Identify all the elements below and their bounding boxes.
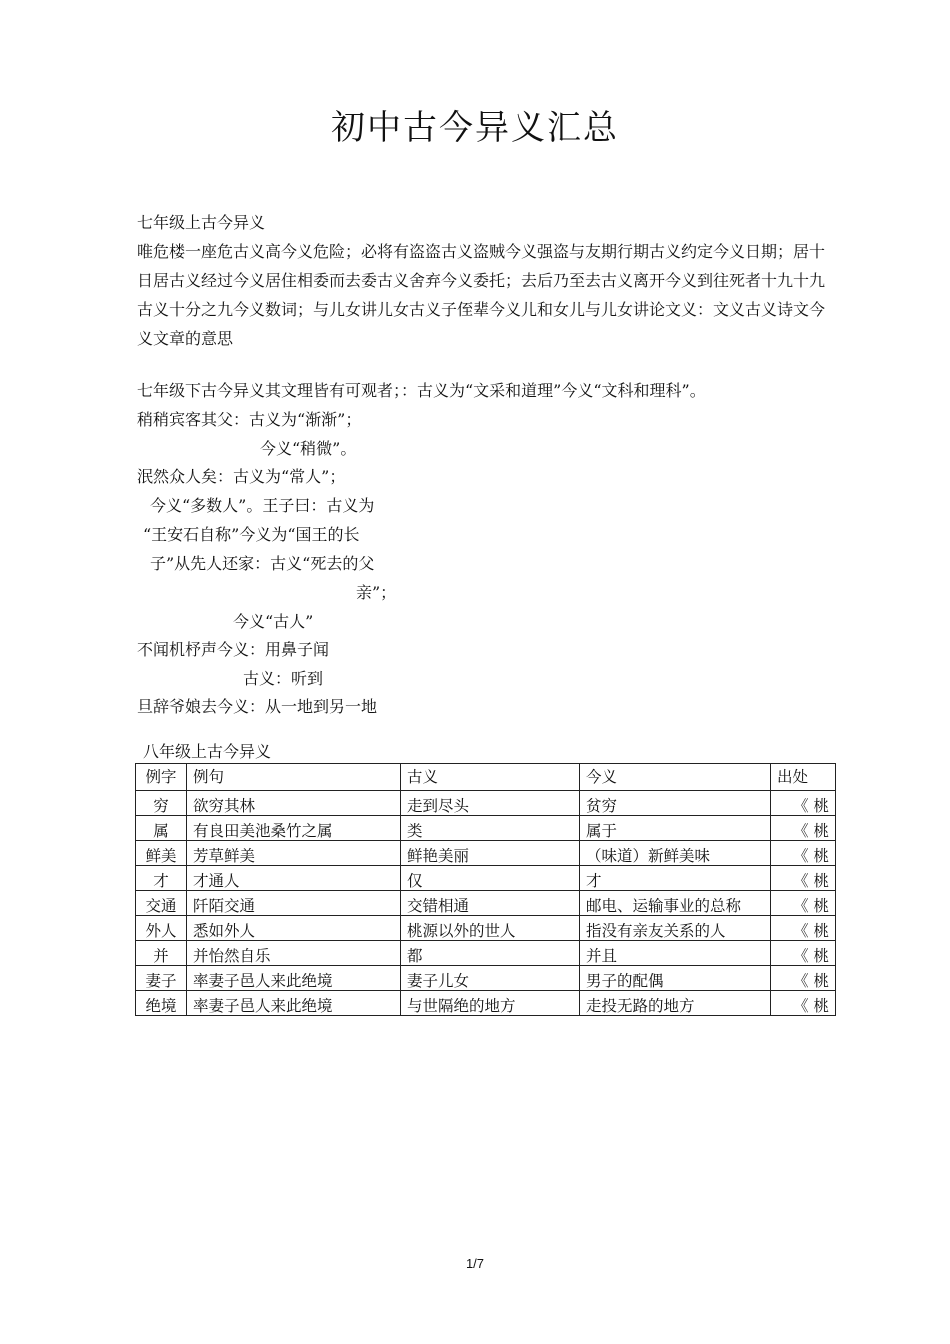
table-cell: 《 桃 xyxy=(771,916,836,941)
table-cell: 《 桃 xyxy=(771,966,836,991)
grade7-lower-line: 不闻机杼声今义：用鼻子闻 xyxy=(137,640,330,659)
table-row xyxy=(136,816,836,841)
table-cell: 属于 xyxy=(580,816,771,841)
table-row xyxy=(136,866,836,891)
table-row xyxy=(136,916,836,941)
grade7-lower-line: 稍稍宾客其父：古义为“渐渐”； xyxy=(137,410,362,429)
table-cell: 妻子 xyxy=(136,966,187,991)
grade7-upper-text: 唯危楼一座危古义高今义危险；必将有盗盗古义盗贼今义强盗与友期行期古义约定今义日期；居十日居古义经过今义居住相委而去委古义舍弃今义委托；去后乃至去古义离开今义到往死者十九十九古义十分之九今义数词；与儿女讲儿女古义子侄辈今义儿和女儿与儿女讲论文义：文义古义诗文今义文章的意思 xyxy=(137,242,826,348)
grade7-lower-line: 子”从先人还家：古义“死去的父 xyxy=(150,554,375,573)
table-cell: 《 桃 xyxy=(771,866,836,891)
page-number: 1/7 xyxy=(465,1256,485,1271)
grade7-lower-line: 旦辞爷娘去今义：从一地到另一地 xyxy=(137,697,378,716)
grade7-lower-line: 七年级下古今异义其文理皆有可观者；：古义为“文采和道理”今义“文科和理科”。 xyxy=(137,381,706,400)
grade7-lower-line: 古义：听到 xyxy=(243,669,324,688)
table-cell: 才 xyxy=(580,866,771,891)
table-cell: 《 桃 xyxy=(771,891,836,916)
table-row xyxy=(136,941,836,966)
table-row xyxy=(136,891,836,916)
header-cell: 例字 xyxy=(136,764,187,791)
header-cell: 今义 xyxy=(580,764,771,791)
grade7-upper-heading: 七年级上古今异义 xyxy=(137,213,266,232)
grade7-lower-line: 泯然众人矣：古义为“常人”； xyxy=(137,467,346,486)
table-row xyxy=(136,841,836,866)
table-cell: 男子的配偶 xyxy=(580,966,771,991)
table-cell: 欲穷其林 xyxy=(187,791,401,816)
table-cell: 才 xyxy=(136,866,187,891)
table-cell: 《 桃 xyxy=(771,991,836,1016)
grade7-upper-section xyxy=(137,208,837,353)
header-cell: 出处 xyxy=(771,764,836,791)
table-cell: 芳草鲜美 xyxy=(187,841,401,866)
table-cell: 阡陌交通 xyxy=(187,891,401,916)
table-cell: 类 xyxy=(401,816,580,841)
table-row xyxy=(136,966,836,991)
table-cell: 都 xyxy=(401,941,580,966)
table-cell: 《 桃 xyxy=(771,841,836,866)
header-cell: 古义 xyxy=(401,764,580,791)
table-cell: 妻子儿女 xyxy=(401,966,580,991)
table-cell: 邮电、运输事业的总称 xyxy=(580,891,771,916)
grade7-lower-line: 今义“多数人”。王子曰：古义为 xyxy=(150,496,375,515)
table-cell: 贫穷 xyxy=(580,791,771,816)
page-title: 初中古今异义汇总 xyxy=(331,108,619,148)
table-cell: 走到尽头 xyxy=(401,791,580,816)
table-row xyxy=(136,791,836,816)
table-cell: 才通人 xyxy=(187,866,401,891)
table-cell: 鲜艳美丽 xyxy=(401,841,580,866)
table-cell: 率妻子邑人来此绝境 xyxy=(187,966,401,991)
table-cell: 交错相通 xyxy=(401,891,580,916)
table-cell: 与世隔绝的地方 xyxy=(401,991,580,1016)
table-cell: 走投无路的地方 xyxy=(580,991,771,1016)
header-cell: 例句 xyxy=(187,764,401,791)
grade7-lower-line: “王安石自称”今义为“国王的长 xyxy=(143,525,360,544)
table-cell: 率妻子邑人来此绝境 xyxy=(187,991,401,1016)
table-cell: 《 桃 xyxy=(771,941,836,966)
table-cell: 绝境 xyxy=(136,991,187,1016)
table-cell: （味道）新鲜美味 xyxy=(580,841,771,866)
grade7-lower-line: 亲”； xyxy=(356,583,397,602)
table-cell: 并 xyxy=(136,941,187,966)
grade7-lower-line: 今义“稍微”。 xyxy=(260,439,357,458)
table-cell: 指没有亲友关系的人 xyxy=(580,916,771,941)
grade7-lower-line: 今义“古人” xyxy=(233,612,314,631)
table-title: 八年级上古今异义 xyxy=(143,742,272,761)
table-cell: 仅 xyxy=(401,866,580,891)
table-cell: 交通 xyxy=(136,891,187,916)
table-cell: 桃源以外的世人 xyxy=(401,916,580,941)
table-cell: 并怡然自乐 xyxy=(187,941,401,966)
table-header-row xyxy=(136,764,836,791)
table-row xyxy=(136,991,836,1016)
table-cell: 外人 xyxy=(136,916,187,941)
table-cell: 悉如外人 xyxy=(187,916,401,941)
table-cell: 有良田美池桑竹之属 xyxy=(187,816,401,841)
table-cell: 属 xyxy=(136,816,187,841)
table-cell: 并且 xyxy=(580,941,771,966)
table-cell: 《 桃 xyxy=(771,816,836,841)
table-cell: 鲜美 xyxy=(136,841,187,866)
grade8-table xyxy=(135,763,836,1016)
table-cell: 穷 xyxy=(136,791,187,816)
table-cell: 《 桃 xyxy=(771,791,836,816)
